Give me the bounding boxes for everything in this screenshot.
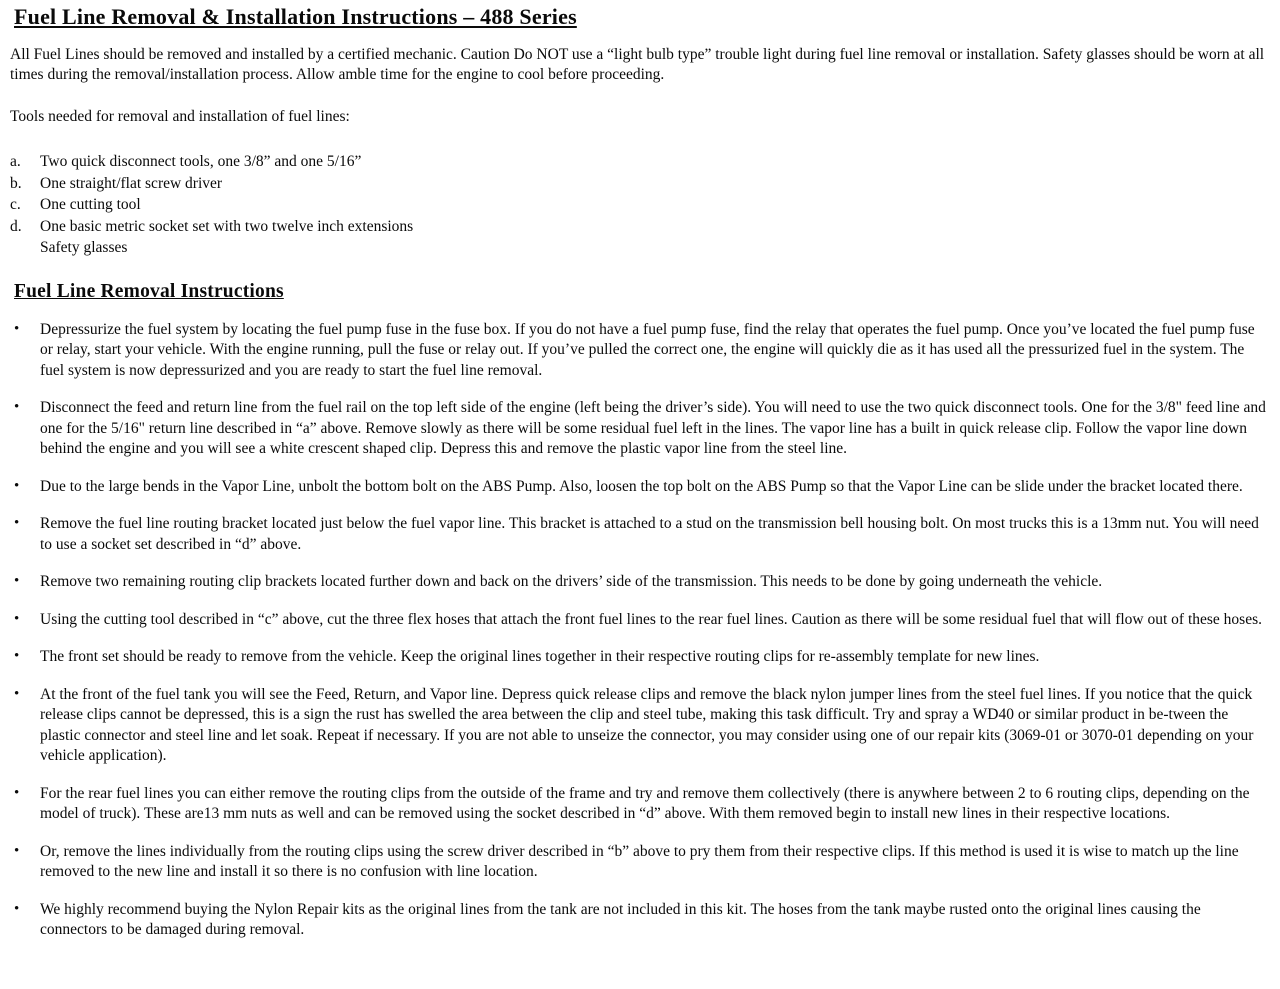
step-item <box>10 514 1266 555</box>
bullet-icon: • <box>14 573 20 589</box>
tool-marker-a: a. <box>10 153 21 170</box>
tool-marker-c: c. <box>10 196 21 213</box>
step-text: The front set should be ready to remove from the vehicle. Keep the original lines together in their respective routing clips for re-assembly template for new lines. <box>40 648 1040 665</box>
steps-list <box>10 320 1266 941</box>
tool-marker-d: d. <box>10 217 22 235</box>
bullet-icon: • <box>14 515 20 531</box>
intro-paragraph: All Fuel Lines should be removed and installed by a certified mechanic. Caution Do NOT use a “light bulb type” trouble light during fuel line removal or installation. Safety glasses should be worn at all times during the removal/installation process. Allow amble time for the engine to cool before proceeding. <box>10 46 1265 83</box>
tool-text: One cutting tool <box>40 196 141 213</box>
step-text: For the rear fuel lines you can either remove the routing clips from the outside of the frame and try and remove them collectively (there is anywhere between 2 to 6 routing clips, depending on the model of truck). These are13 mm nuts as well and can be removed using the socket described in “d” above. With them removed begin to install new lines in their respective locations. <box>40 784 1250 822</box>
step-item <box>10 900 1266 941</box>
tool-extra-line: Safety glasses <box>40 239 128 256</box>
step-text: Using the cutting tool described in “c” above, cut the three flex hoses that attach the front fuel lines to the rear fuel lines. Caution as there will be some residual fuel that will flow out of these hoses. <box>40 610 1262 628</box>
tool-text: One straight/flat screw driver <box>40 174 223 192</box>
bullet-icon: • <box>14 399 20 415</box>
step-item <box>10 842 1266 883</box>
bullet-icon: • <box>14 477 20 494</box>
tool-item-b <box>10 173 1266 195</box>
step-text: Remove two remaining routing clip brackets located further down and back on the drivers’ side of the transmission. This needs to be done by going underneath the vehicle. <box>40 573 1103 590</box>
step-text: Remove the fuel line routing bracket located just below the fuel vapor line. This bracket is attached to a stud on the transmission bell housing bolt. On most trucks this is a 13mm nut. You will need to use a socket set described in “d” above. <box>40 515 1259 553</box>
tools-list <box>10 151 1266 259</box>
step-text: Disconnect the feed and return line from the fuel rail on the top left side of the engine (left being the driver’s side). You will need to use the two quick disconnect tools. One for the 3/8" feed line and one for the 5/16" return line described in “a” above. Remove slowly as there will be some residual fuel left in the lines. The vapor line has a built in quick release clip. Follow the vapor line down behind the engine and you will see a white crescent shaped clip. Depress this and remove the plastic vapor line from the steel line. <box>40 399 1266 457</box>
step-item <box>10 320 1266 382</box>
step-text: Depressurize the fuel system by locating the fuel pump fuse in the fuse box. If you do not have a fuel pump fuse, find the relay that operates the fuel pump. Once you’ve located the fuel pump fuse or relay, start your vehicle. With the engine running, pull the fuse or relay out. If you’ve pulled the correct one, the engine will quickly die as it has used all the pressurized fuel in the system. The fuel system is now depressurized and you are ready to start the fuel line removal. <box>40 320 1255 379</box>
tool-item-a <box>10 151 1266 173</box>
step-item <box>10 610 1266 631</box>
step-text: Due to the large bends in the Vapor Line, unbolt the bottom bolt on the ABS Pump. Also, loosen the top bolt on the ABS Pump so that the Vapor Line can be slide under the bracket located there. <box>40 477 1243 495</box>
step-item <box>10 784 1266 825</box>
step-item <box>10 685 1266 767</box>
step-item <box>10 572 1266 593</box>
bullet-icon: • <box>14 685 20 702</box>
step-item <box>10 477 1266 498</box>
tool-text: Two quick disconnect tools, one 3/8” and one 5/16” <box>40 153 362 170</box>
bullet-icon: • <box>14 784 20 801</box>
step-text: At the front of the fuel tank you will see the Feed, Return, and Vapor line. Depress quick release clips and remove the black nylon jumper lines from the steel fuel lines. If you notice that the quick release clips cannot be depressed, this is a sign the rust has swelled the area between the clip and steel tube, making this task difficult. Try and spray a WD40 or similar product in be-tween the plastic connector and steel line and let soak. Repeat if necessary. If you are not able to unseize the connector, you may consider using one of our repair kits (3069-01 or 3070-01 depending on your vehicle application). <box>40 685 1254 764</box>
page-title: Fuel Line Removal & Installation Instructions – 488 Series <box>14 4 577 29</box>
bullet-icon: • <box>14 320 20 337</box>
bullet-icon: • <box>14 842 20 859</box>
tool-marker-b: b. <box>10 174 22 192</box>
bullet-icon: • <box>14 648 20 664</box>
step-item <box>10 398 1266 460</box>
section-heading: Fuel Line Removal Instructions <box>14 280 284 302</box>
step-text: We highly recommend buying the Nylon Repair kits as the original lines from the tank are not included in this kit. The hoses from the tank maybe rusted onto the original lines causing the connectors to be damaged during removal. <box>40 900 1201 938</box>
tool-text: One basic metric socket set with two twelve inch extensions <box>40 217 414 235</box>
bullet-icon: • <box>14 610 20 627</box>
tools-heading: Tools needed for removal and installation of fuel lines: <box>10 108 350 125</box>
tool-item-c <box>10 194 1266 216</box>
tool-item-d <box>10 216 1266 259</box>
bullet-icon: • <box>14 900 20 917</box>
step-item <box>10 647 1266 668</box>
step-text: Or, remove the lines individually from the routing clips using the screw driver described in “b” above to pry them from their respective clips. If this method is used it is wise to match up the line removed to the new line and install it so there is no confusion with line location. <box>40 842 1239 880</box>
